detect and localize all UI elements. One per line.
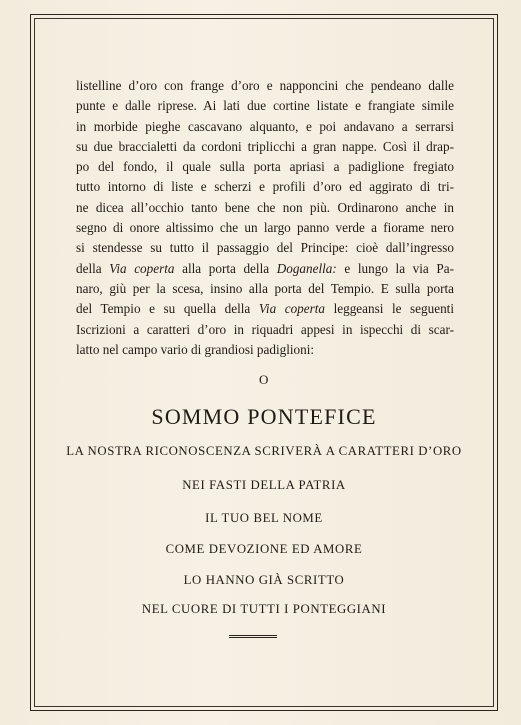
body-line: in morbide pieghe cascavano alquanto, e poi andavano a serrarsi <box>76 118 454 134</box>
inscription-line: COME DEVOZIONE ED AMORE <box>165 542 363 556</box>
body-line: po del fondo, il quale sulla porta apriasi a padiglione fregiato <box>76 159 454 175</box>
body-line: listelline d’oro con frange d’oro e napponcini che pendeano dalle <box>76 78 454 93</box>
inscription-line: LO HANNO GIÀ SCRITTO <box>183 573 345 587</box>
inscription-title: SOMMO PONTEFICE <box>151 404 377 429</box>
body-line: su due braccialetti da cordoni triplicchi a gran nappe. Così il drap- <box>76 138 454 154</box>
body-line: del Tempio e su quella della Via coperta leggeansi le seguenti <box>76 301 454 317</box>
inscription-line: NEL CUORE DI TUTTI I PONTEGGIANI <box>141 602 387 616</box>
body-line: si stendesse su tutto il passaggio del Principe: cioè dall’ingresso <box>76 240 454 256</box>
body-line: Iscrizioni a caratteri d’oro in riquadri appesi in ispecchi di scar- <box>76 321 454 337</box>
inscription-line: IL TUO BEL NOME <box>205 511 323 525</box>
body-line: tutto intorno di liste e scherzi e profili d’oro ed aggirato di tri- <box>76 179 454 195</box>
body-line: della Via coperta alla porta della Doganella: e lungo la via Pa- <box>76 260 454 276</box>
body-line: latto nel campo vario di grandiosi padiglioni: <box>76 341 315 357</box>
body-paragraph <box>76 76 454 360</box>
inscription-vocative: O <box>259 372 269 387</box>
body-line: ne dicea all’occhio tanto bene che non più. Ordinarono anche in <box>76 199 454 215</box>
body-line: punte e dalle riprese. Ai lati due cortine listate e frangiate simile <box>76 98 454 114</box>
body-line: segno di onore altissimo che un largo panno verde a fiorame nero <box>76 220 454 236</box>
inscription-line: LA NOSTRA RICONOSCENZA SCRIVERÀ A CARATTERI D’ORO <box>66 444 462 458</box>
closing-rule-divider <box>229 635 277 638</box>
inscription-line: NEI FASTI DELLA PATRIA <box>182 478 346 492</box>
body-line: naro, giù per la scesa, insino alla porta del Tempio. E sulla porta <box>76 280 454 296</box>
